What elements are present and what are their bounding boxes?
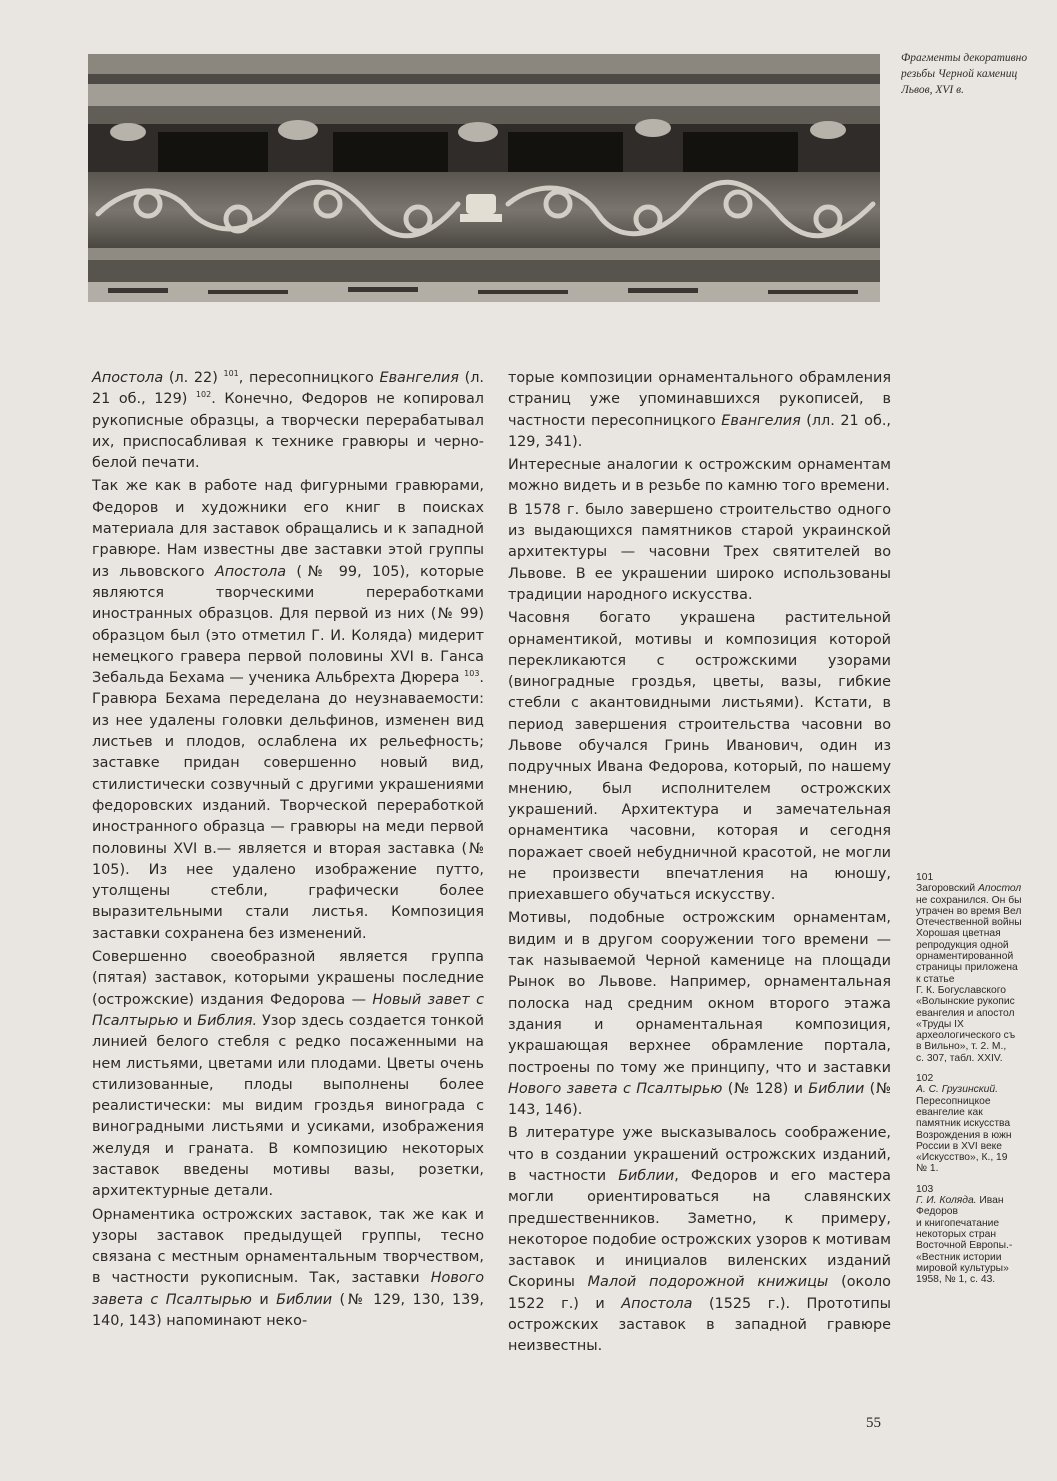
- italic-title: Нового завета с Псалтырью: [92, 1270, 484, 1308]
- left-text-column: [92, 368, 484, 1334]
- italic-title: Апостола: [621, 1295, 693, 1312]
- text-run: Узор здесь создается тонкой линией белого стебля с редко посаженными на нем листьями, цветами или плодами. Цветы очень стилизованные, плоды выполнены более реалистически: мы видим гроздья винограда с виноградными листьями и усиками, изображения желудя и граната. В композицию некоторых заставок введены мотивы вазы, розетки, архитектурные детали.: [92, 1012, 484, 1200]
- text-run: (л. 21 об., 129): [92, 370, 484, 408]
- footnote-author: А. С. Грузинский.: [916, 1084, 998, 1096]
- footnote-number: 103: [916, 1183, 934, 1195]
- footnote-number: 102: [916, 1073, 934, 1085]
- footnote-line: и книгопечатание: [916, 1217, 1000, 1229]
- text-run: В 1578 г. было завершено строительство одного из выдающихся памятников старой украинской архитектуры — часовни Трех святителей во Львове. В ее украшении широко использованы традиции народного искусства.: [508, 501, 891, 603]
- caption-line: резьбы Черной камениц: [901, 68, 1018, 80]
- right-text-column: [508, 368, 891, 1360]
- text-run: (около 1522 г.) и: [508, 1274, 891, 1312]
- footnote-line: с. 307, табл. XXIV.: [916, 1052, 1003, 1064]
- text-run: Часовня богато украшена растительной орнаментикой, мотивы и композиция которой перекликаются с острожскими узорами (виноградные гроздья, цветы, вазы, гибкие стебли с акантовидными листьями). Кстати, в период завершения строительства часовни во Львове обучался Гринь Иванович, один из подручных Ивана Федорова, который, по нашему мнению, был исполнителем острожских украшений. Архитектура и замечательная орнаментика часовни, которая и сегодня поражает своей небудничной красотой, не могли не произвести впечатления на юношу, приехавшего обучаться искусству.: [508, 610, 891, 904]
- paragraph: [92, 1205, 484, 1333]
- footnote-line: к статье: [916, 973, 955, 985]
- footnote-line: «Вестник истории: [916, 1251, 1002, 1263]
- paragraph: [92, 947, 484, 1203]
- paragraph: [92, 368, 484, 474]
- italic-title: Библии: [276, 1291, 333, 1308]
- footnote-line: «Волынские рукопис: [916, 996, 1015, 1008]
- footnote-number: 101: [916, 872, 934, 883]
- text-run: Так же как в работе над фигурными гравюрами, Федоров и художники его книг в поисках материала для заставок обращались и к западной гравюре. Нам известны две заставки этой группы из львовского: [92, 478, 484, 580]
- footnote-ref: 103: [464, 669, 480, 679]
- caption-line: Фрагменты декоративно: [901, 52, 1028, 64]
- text-run: (№ 99, 105), которые являются творческими переработками иностранных образцов. Для первой из них (№ 99) образцом был (это отметил Г. И. Коляда) мидерит немецкого гравера первой половины XVI в. Ганса Зебальда Бехама — ученика Альбрехта Дюрера: [92, 563, 484, 687]
- text-run: . Конечно, Федоров не копировал рукописные образцы, а творчески перерабатывал их, приспосабливая к технике гравюры и черно-белой печати.: [92, 391, 484, 472]
- text-run: Орнаментика острожских заставок, так же как и узоры заставок предыдущей группы, тесно связана с местным орнаментальным творчеством, в частности рукописным. Так, заставки: [92, 1206, 484, 1287]
- italic-title: Библии: [808, 1080, 865, 1097]
- footnote: [916, 872, 1057, 1064]
- page-number: 55: [866, 1415, 881, 1431]
- italic-title: Апостола: [92, 370, 164, 386]
- italic-title: Нового завета с Псалтырью: [508, 1080, 723, 1097]
- footnote-author: Г. И. Коляда.: [916, 1195, 977, 1207]
- text-run: , пересопницкого: [238, 370, 380, 386]
- photo-caption: [901, 50, 1057, 110]
- footnote: [916, 1073, 1057, 1175]
- footnote-line: мировой культуры»: [916, 1262, 1009, 1274]
- text-run: (л. 22): [163, 370, 224, 386]
- text-run: (№ 143, 146).: [508, 1080, 891, 1119]
- paragraph: [508, 1123, 891, 1357]
- footnote-line: Возрождения в южн: [916, 1129, 1012, 1141]
- footnote-line: страницы приложена: [916, 962, 1018, 974]
- footnote-line: в Вильно», т. 2. М.,: [916, 1041, 1007, 1053]
- text-run: (лл. 21 об., 129, 341).: [508, 412, 891, 450]
- italic-title: Библия.: [197, 1012, 258, 1029]
- footnotes: [916, 872, 1057, 1294]
- paragraph: [508, 908, 891, 1121]
- paragraph: [508, 368, 891, 453]
- footnote-line: [916, 1195, 1057, 1206]
- text-run: Интересные аналогии к острожским орнаментам можно видеть и в резьбе по камню того времени.: [508, 457, 891, 495]
- caption-line: Львов, XVI в.: [901, 84, 964, 96]
- footnote-author: Апостол: [978, 883, 1022, 895]
- footnote-line: «Искусство», К., 19: [916, 1152, 1008, 1164]
- paragraph: [92, 476, 484, 945]
- footnote-line: утрачен во время Вел: [916, 905, 1022, 917]
- text-run: (№ 129, 130, 139, 140, 143) напоминают неко-: [92, 1291, 484, 1330]
- text-run: торые композиции орнаментального обрамления страниц уже упоминавшихся рукописей, в частности пересопницкого: [508, 370, 891, 429]
- paragraph: [508, 455, 891, 498]
- text-run: В литературе уже высказывалось соображение, что в создании украшений острожских изданий, в частности: [508, 1125, 891, 1184]
- text-run: (1525 г.). Прототипы острожских заставок в западной гравюре неизвестны.: [508, 1295, 891, 1355]
- italic-title: Библии: [618, 1167, 675, 1184]
- footnote-line: не сохранился. Он бы: [916, 894, 1022, 906]
- ornament-image: [88, 54, 880, 302]
- footnote-line: [916, 883, 1057, 894]
- italic-title: Апостола: [214, 563, 287, 580]
- paragraph: [508, 500, 891, 606]
- footnote-line: Отечественной войны: [916, 917, 1022, 929]
- text-run: . Гравюра Бехама переделана до неузнаваемости: из нее удалены головки дельфинов, изменен вид листьев и плодов, ослаблена их рельефность; заставке придан совершенно новый вид, стилистически созвучный с другими украшениями федоровских изданий. Творческой переработкой иностранного образца — гравюры на меди первой половины XVI в.— является и вторая заставка (№ 105). Из нее удалено изображение путто, утолщены стебли, графически более выразительными стали листья. Композиция заставки сохранена без изменений.: [92, 670, 484, 942]
- footnote-line: 1958, № 1, с. 43.: [916, 1274, 996, 1286]
- footnote-line: репродукция одной: [916, 939, 1009, 951]
- text-run: (№ 128) и: [722, 1080, 809, 1097]
- footnote-line: России в XVI веке: [916, 1140, 1003, 1152]
- footnote-text: Загоровский: [916, 883, 979, 895]
- footnote-line: № 1.: [916, 1163, 939, 1175]
- footnote-ref: 101: [223, 369, 239, 379]
- footnote: [916, 1184, 1057, 1286]
- text-run: , Федоров и его мастера могли ориентироваться на славянских предшественников. Заметно, к примеру, некоторое подобие острожских узоров к мотивам заставок и инициалов виленских изданий Скорины: [508, 1167, 891, 1291]
- footnote-text: Иван: [976, 1195, 1004, 1207]
- italic-title: Евангелия: [379, 370, 459, 386]
- footnote-line: Хорошая цветная: [916, 928, 1001, 940]
- footnote-line: [916, 1084, 1057, 1095]
- footnote-line: Восточной Европы.-: [916, 1240, 1013, 1252]
- text-run: Мотивы, подобные острожским орнаментам, видим и в другом сооружении того времени — так называемой Черной каменице на площади Рынок во Львове. Например, орнаментальная полоска над средним окном второго этажа здания и орнаментальная композиция, украшающая верхнее обрамление портала, построены по тому же принципу, что и заставки: [508, 910, 891, 1076]
- italic-title: Евангелия: [721, 412, 801, 429]
- footnote-line: орнаментированной: [916, 951, 1014, 963]
- footnote-line: евангелие как: [916, 1106, 983, 1118]
- footnote-ref: 102: [195, 390, 212, 400]
- footnote-line: евангелия и апостол: [916, 1007, 1015, 1019]
- footnote-line: археологического съ: [916, 1030, 1016, 1042]
- footnote-line: некоторых стран: [916, 1228, 997, 1240]
- footnote-line: Пересопницкое: [916, 1095, 991, 1107]
- text-run: Совершенно своеобразной является группа (пятая) заставок, которыми украшены последние (острожские) издания Федорова —: [92, 949, 484, 1008]
- italic-title: Малой подорожной книжицы: [587, 1274, 829, 1291]
- italic-title: Новый завет с Псалтырью: [92, 991, 485, 1029]
- text-run: и: [251, 1291, 277, 1308]
- footnote-line: памятник искусства: [916, 1118, 1011, 1130]
- text-run: и: [178, 1012, 198, 1029]
- stone-carving-photo: [88, 54, 880, 302]
- footnote-line: «Труды IX: [916, 1018, 964, 1030]
- footnote-line: Г. К. Богуславского: [916, 984, 1007, 996]
- footnote-line: Федоров: [916, 1206, 958, 1218]
- paragraph: [508, 608, 891, 906]
